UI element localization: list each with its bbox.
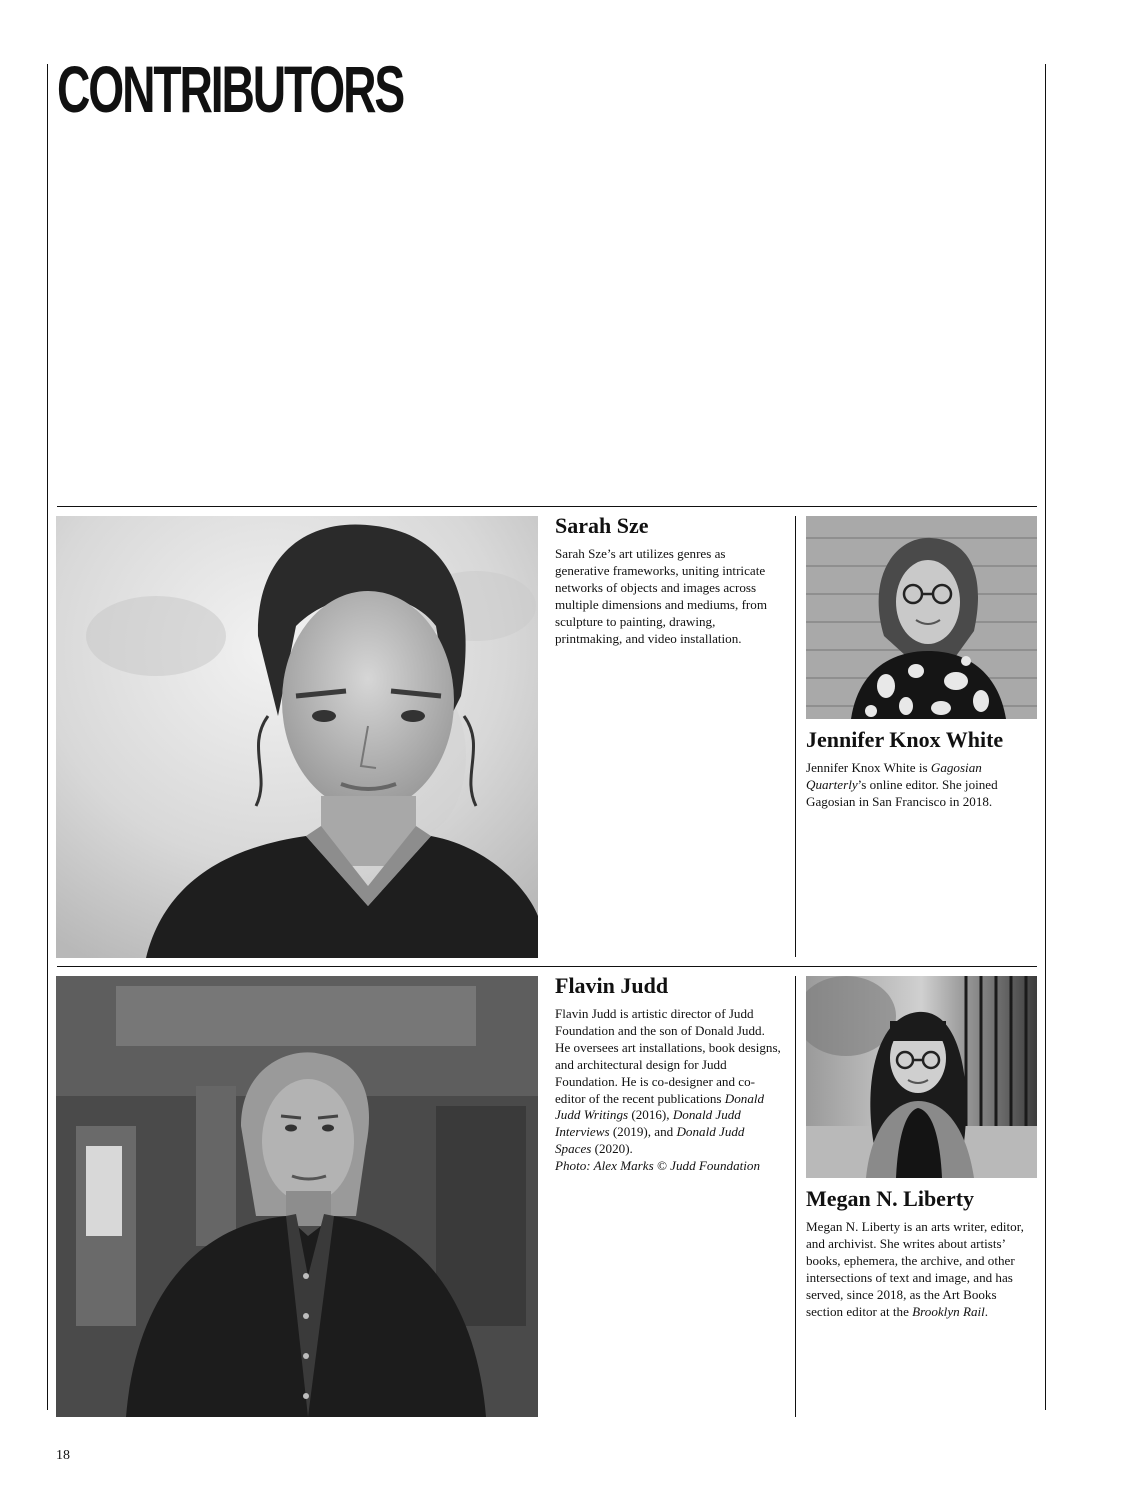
contributor-name-flavin-judd: Flavin Judd	[555, 973, 669, 998]
portrait-flavin-judd	[56, 976, 538, 1417]
portrait-megan-n-liberty	[806, 976, 1037, 1178]
column-divider-lower	[795, 976, 796, 1417]
contributor-bio-sarah-sze: Sarah Sze’s art utilizes genres as generative frameworks, uniting intricate networks of objects and images across multiple dimensions and mediums, from sculpture to painting, drawing, printmaking, and video installation.	[555, 546, 768, 646]
section-divider-top	[57, 506, 1037, 507]
photo-credit: Photo: Alex Marks © Judd Foundation	[555, 1158, 760, 1174]
contributor-name-megan-n-liberty: Megan N. Liberty	[806, 1186, 975, 1211]
section-divider-middle	[57, 966, 1037, 967]
right-margin-rule	[1045, 64, 1046, 1410]
contributor-name-sarah-sze: Sarah Sze	[555, 513, 649, 538]
left-margin-rule	[47, 64, 48, 1410]
portrait-jennifer-knox-white	[806, 516, 1037, 719]
page-number: 18	[56, 1448, 70, 1463]
contributor-bio-megan-n-liberty: Megan N. Liberty is an arts writer, editor, and archivist. She writes about artists’ books, ephemera, the archive, and other intersections of text and image, and has served, since 2018, as the Art Books section editor at the Brooklyn Rail.	[806, 1219, 1024, 1319]
portrait-sarah-sze	[56, 516, 538, 958]
page-title: CONTRIBUTORS	[57, 52, 404, 126]
contributor-bio-jennifer-knox-white: Jennifer Knox White is Gagosian Quarterly’s online editor. She joined Gagosian in San Francisco in 2018.	[806, 760, 998, 809]
contributor-name-jennifer-knox-white: Jennifer Knox White	[806, 727, 1004, 752]
column-divider-upper	[795, 516, 796, 957]
contributor-bio-flavin-judd: Flavin Judd is artistic director of Judd Foundation and the son of Donald Judd. He oversees art installations, book designs, and architectural design for Judd Foundation. He is co-designer and co-editor of the recent publications Donald Judd Writings (2016), Donald Judd Interviews (2019), and Donald Judd Spaces (2020). Photo: Alex Marks © Judd Foundation	[555, 1006, 781, 1174]
